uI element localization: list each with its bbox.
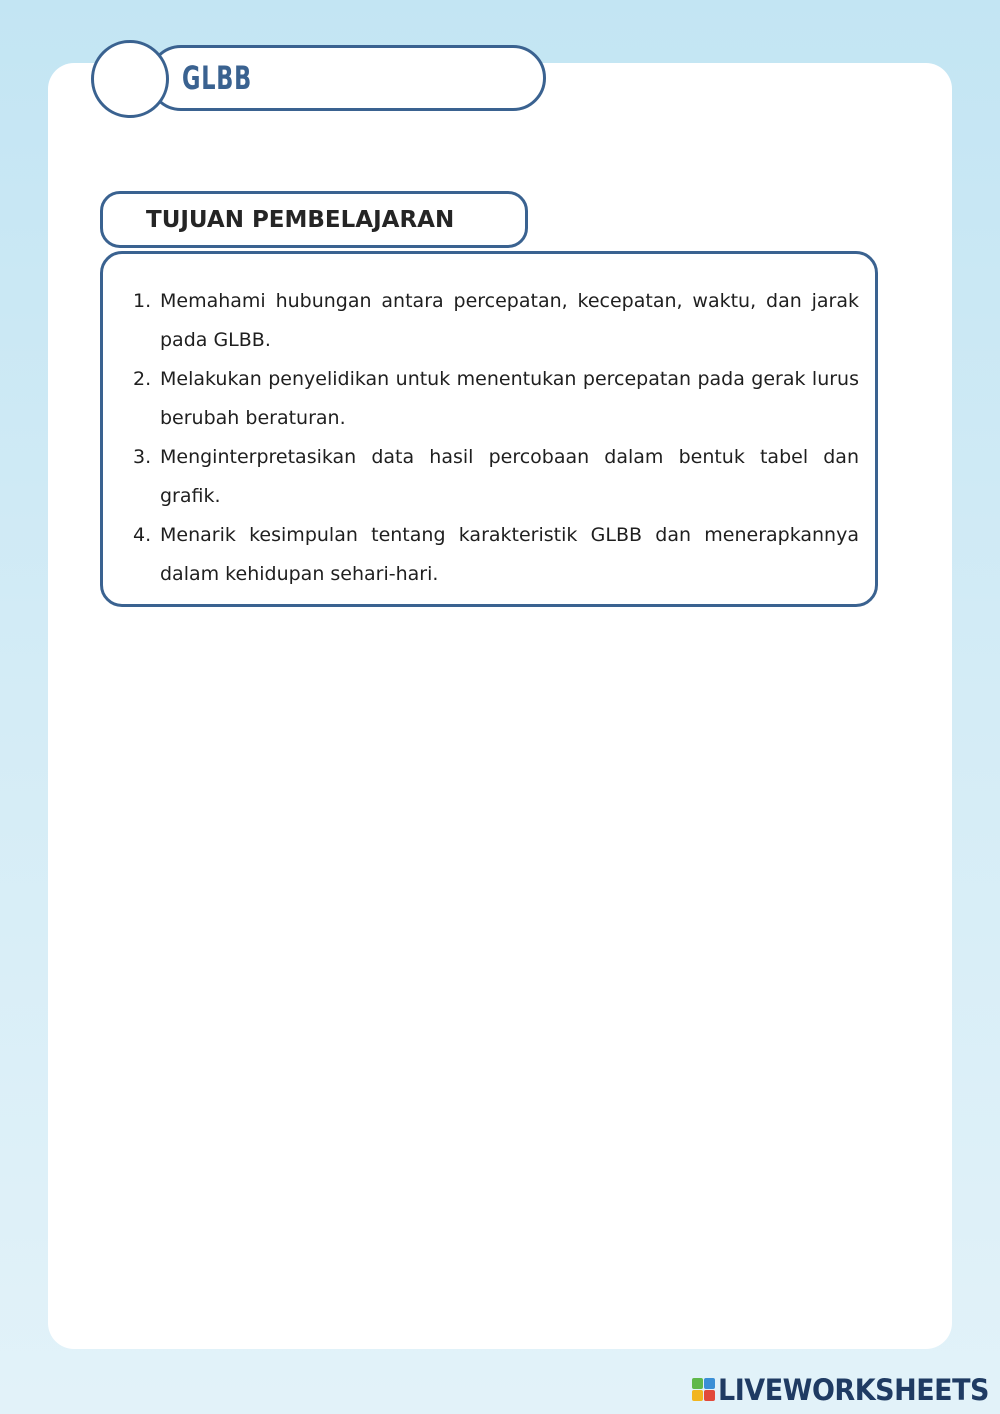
list-item-number: 2.	[133, 368, 152, 390]
list-item	[133, 282, 859, 360]
page-title: GLBB	[182, 59, 253, 97]
section-label	[100, 191, 528, 248]
list-item	[133, 360, 859, 438]
brand-name: LIVEWORKSHEETS	[718, 1373, 990, 1407]
list-item-text: Memahami hubungan antara percepatan, kecepatan, waktu, dan jarak pada GLBB.	[160, 290, 859, 351]
objectives-box	[100, 251, 878, 607]
list-item-number: 1.	[133, 290, 152, 312]
title-circle-decoration	[91, 40, 169, 118]
list-item-text: Melakukan penyelidikan untuk menentukan percepatan pada gerak lurus berubah beraturan.	[160, 368, 859, 429]
list-item-text: Menarik kesimpulan tentang karakteristik GLBB dan menerapkannya dalam kehidupan sehari-hari.	[160, 524, 859, 585]
live-tiles-icon	[692, 1378, 716, 1402]
list-item	[133, 438, 859, 516]
section-heading: TUJUAN PEMBELAJARAN	[146, 207, 455, 233]
list-item-number: 3.	[133, 446, 152, 468]
liveworksheets-logo[interactable]	[692, 1370, 992, 1410]
objectives-list	[133, 282, 859, 594]
list-item-number: 4.	[133, 524, 152, 546]
list-item-text: Menginterpretasikan data hasil percobaan dalam bentuk tabel dan grafik.	[160, 446, 859, 507]
list-item	[133, 516, 859, 594]
